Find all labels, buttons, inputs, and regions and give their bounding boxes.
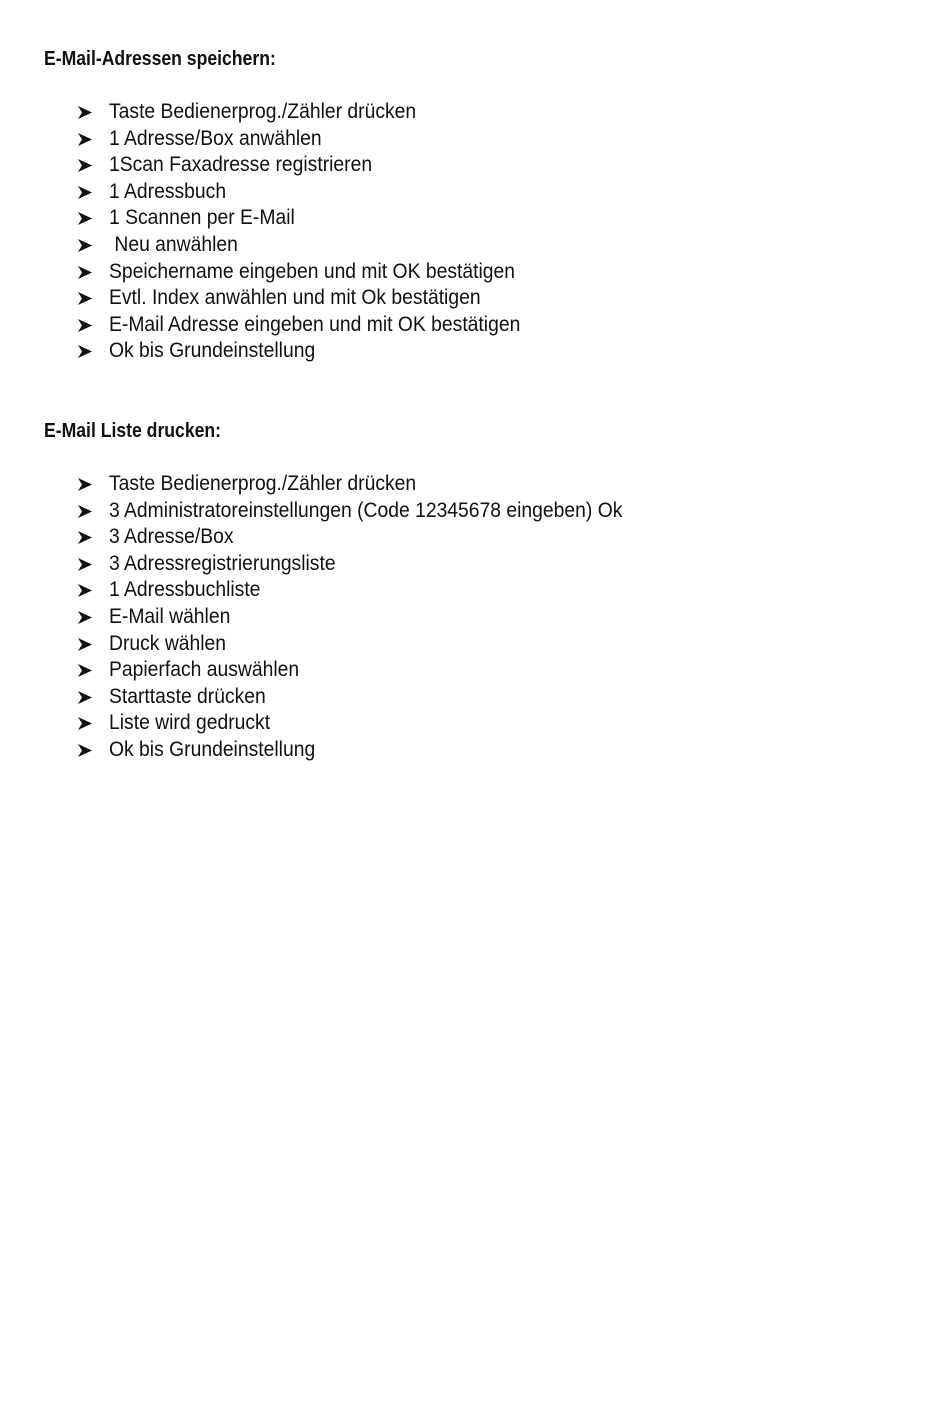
arrowhead-bullet-icon: [76, 524, 96, 551]
arrowhead-bullet-icon: [76, 179, 96, 206]
step-text: 1Scan Faxadresse registrieren: [109, 153, 373, 177]
section-heading: E-Mail Liste drucken:: [44, 420, 222, 442]
arrowhead-bullet-icon: [76, 99, 96, 126]
step-text: E-Mail wählen: [109, 604, 231, 628]
step-text: Liste wird gedruckt: [109, 711, 271, 735]
step-text: 3 Adressregistrierungsliste: [109, 551, 336, 575]
arrowhead-bullet-icon: [76, 232, 96, 259]
step-text: Ok bis Grundeinstellung: [109, 339, 316, 363]
step-text: 3 Administratoreinstellungen (Code 12345678 eingeben) Ok: [109, 498, 623, 522]
step-text: 3 Adresse/Box: [109, 525, 234, 549]
step-text: Ok bis Grundeinstellung: [109, 737, 316, 761]
arrowhead-bullet-icon: [76, 285, 96, 312]
step-text: Papierfach auswählen: [109, 658, 300, 682]
arrowhead-bullet-icon: [76, 471, 96, 498]
arrowhead-bullet-icon: [76, 631, 96, 658]
step-text: Evtl. Index anwählen und mit Ok bestätigen: [109, 286, 481, 310]
arrowhead-bullet-icon: [76, 577, 96, 604]
step-text: Speichername eingeben und mit OK bestätigen: [109, 259, 515, 283]
arrowhead-bullet-icon: [76, 657, 96, 684]
section-heading: E-Mail-Adressen speichern:: [44, 48, 276, 70]
step-text: 1 Scannen per E-Mail: [109, 206, 295, 230]
step-text: Druck wählen: [109, 631, 227, 655]
step-text: Taste Bedienerprog./Zähler drücken: [109, 100, 417, 123]
arrowhead-bullet-icon: [76, 312, 96, 339]
arrowhead-bullet-icon: [76, 152, 96, 179]
step-text: E-Mail Adresse eingeben und mit OK bestätigen: [109, 312, 521, 336]
arrowhead-bullet-icon: [76, 338, 96, 365]
step-text: Neu anwählen: [109, 232, 238, 256]
step-text: 1 Adressbuch: [109, 179, 227, 203]
arrowhead-bullet-icon: [76, 205, 96, 232]
step-text: 1 Adresse/Box anwählen: [109, 126, 322, 150]
arrowhead-bullet-icon: [76, 684, 96, 711]
step-text: 1 Adressbuchliste: [109, 578, 261, 602]
step-text: Taste Bedienerprog./Zähler drücken: [109, 472, 417, 495]
arrowhead-bullet-icon: [76, 710, 96, 737]
arrowhead-bullet-icon: [76, 498, 96, 525]
section-email-adressen-speichern: [44, 46, 904, 363]
arrowhead-bullet-icon: [76, 737, 96, 764]
arrowhead-bullet-icon: [76, 259, 96, 286]
arrowhead-bullet-icon: [76, 551, 96, 578]
arrowhead-bullet-icon: [76, 604, 96, 631]
arrowhead-bullet-icon: [76, 126, 96, 153]
step-text: Starttaste drücken: [109, 684, 266, 708]
section-email-liste-drucken: [44, 418, 904, 761]
